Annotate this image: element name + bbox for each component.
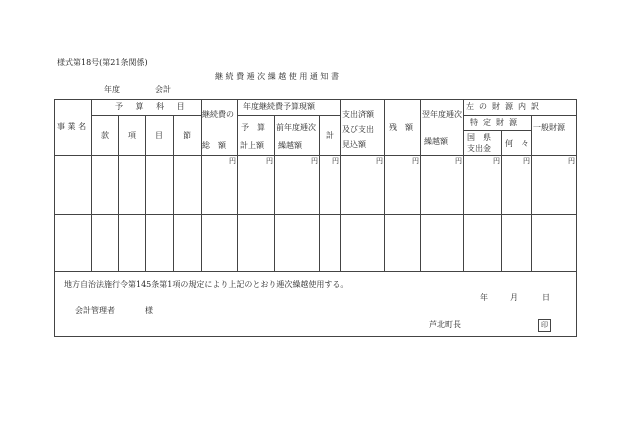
- date-day: 日: [542, 293, 550, 302]
- col: [91, 99, 92, 272]
- rule-left: [54, 99, 55, 337]
- col: [501, 130, 502, 272]
- seal-mark: 印: [538, 319, 551, 332]
- header-kei: 計: [326, 131, 334, 140]
- col: [173, 115, 174, 272]
- rule: [237, 115, 340, 116]
- header-next-line1: 翌年度逓次: [422, 110, 462, 119]
- col: [384, 99, 385, 272]
- header-budget-line1: 予 算: [241, 123, 265, 132]
- date-month: 月: [510, 293, 518, 302]
- col: [201, 99, 202, 272]
- header-project-name: 事 業 名: [57, 122, 87, 131]
- header-budget-line2: 計上額: [240, 141, 264, 150]
- rule: [91, 115, 201, 116]
- form-number: 様式第18号(第21条関係): [57, 58, 148, 67]
- header-moku: 目: [155, 131, 163, 140]
- header-total-line2: 総 額: [202, 141, 226, 150]
- col: [531, 115, 532, 272]
- yen-mark: 円: [568, 157, 575, 165]
- rule-top: [54, 99, 577, 100]
- rule-row-1: [54, 214, 577, 215]
- header-prev-line2: 繰越額: [278, 141, 302, 150]
- statement: 地方自治法施行令第145条第1項の規定により上記のとおり逓次繰越使用する。: [64, 280, 349, 289]
- header-budget-item: 予 算 科 目: [115, 102, 190, 111]
- yen-mark: 円: [455, 157, 462, 165]
- header-kou: 項: [128, 131, 136, 140]
- rule-bottom: [54, 336, 577, 337]
- date-year: 年: [480, 293, 488, 302]
- header-next-line2: 繰越額: [424, 137, 448, 146]
- col: [340, 99, 341, 272]
- yen-mark: 円: [412, 157, 419, 165]
- col: [420, 99, 421, 272]
- account-label: 会計: [155, 85, 171, 94]
- col: [463, 99, 464, 272]
- yen-mark: 円: [229, 157, 236, 165]
- yen-mark: 円: [332, 157, 339, 165]
- yen-mark: 円: [376, 157, 383, 165]
- header-general: 一般財源: [533, 123, 565, 132]
- yen-mark: 円: [493, 157, 500, 165]
- col: [274, 115, 275, 272]
- header-spend-line3: 見込額: [342, 140, 366, 149]
- sama-label: 様: [145, 306, 153, 315]
- fiscal-year-label: 年度: [104, 85, 120, 94]
- header-fy-budget: 年度継続費予算現額: [243, 102, 315, 111]
- yen-mark: 円: [311, 157, 318, 165]
- town-mayor: 芦北町長: [429, 320, 461, 329]
- header-balance: 残 額: [389, 123, 413, 132]
- header-breakdown: 左の財源内訳: [466, 102, 544, 111]
- header-national-line2: 支出金: [467, 144, 491, 153]
- rule-right: [576, 99, 577, 337]
- header-kan: 款: [101, 131, 109, 140]
- header-national-line1: 国 県: [467, 133, 491, 142]
- header-special: 特定財源: [470, 118, 522, 127]
- yen-mark: 円: [523, 157, 530, 165]
- header-prev-line1: 前年度逓次: [276, 123, 316, 132]
- yen-mark: 円: [266, 157, 273, 165]
- rule-row-2: [54, 271, 577, 272]
- rule: [463, 130, 531, 131]
- manager-label: 会計管理者: [75, 306, 115, 315]
- header-setsu: 節: [183, 131, 191, 140]
- rule: [463, 115, 577, 116]
- col: [319, 115, 320, 272]
- col: [237, 99, 238, 272]
- header-total-line1: 継続費の: [202, 110, 234, 119]
- form-title: 継 続 費 逓 次 繰 越 使 用 通 知 書: [215, 72, 339, 81]
- header-spend-line1: 支出済額: [342, 110, 374, 119]
- header-other: 何 々: [505, 139, 529, 148]
- rule-header-bottom: [54, 155, 577, 156]
- col: [145, 115, 146, 272]
- col: [118, 115, 119, 272]
- header-spend-line2: 及び支出: [342, 125, 374, 134]
